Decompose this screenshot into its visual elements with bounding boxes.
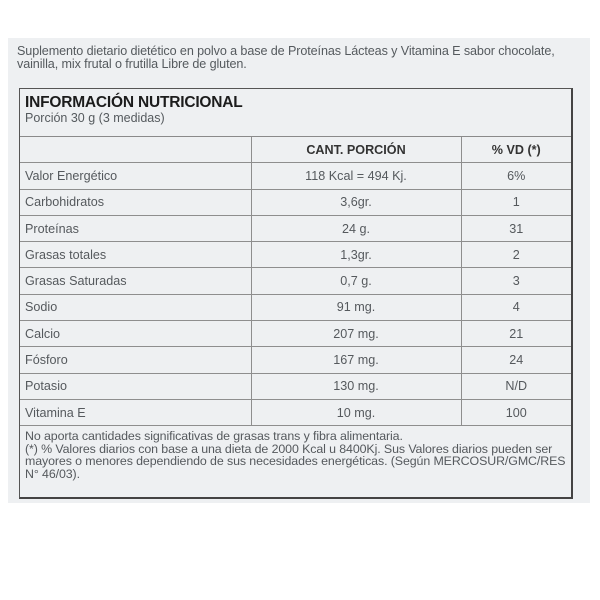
table-row	[20, 189, 571, 215]
nutrition-header	[20, 89, 571, 137]
nutrient-dv: 24	[461, 347, 571, 373]
portion-size: Porción 30 g (3 medidas)	[25, 111, 165, 125]
nutrient-amount: 10 mg.	[251, 399, 461, 425]
nutrient-dv: 31	[461, 215, 571, 241]
product-description: Suplemento dietario dietético en polvo a base de Proteínas Lácteas y Vitamina E sabor chocolate, vainilla, mix frutal o frutilla Libre de gluten.	[17, 44, 555, 71]
footnote-trans-fat: No aporta cantidades significativas de grasas trans y fibra alimentaria.	[25, 429, 403, 444]
nutrient-name: Fósforo	[20, 347, 251, 373]
nutrient-name: Carbohidratos	[20, 189, 251, 215]
nutrient-amount: 118 Kcal = 494 Kj.	[251, 163, 461, 189]
nutrient-table	[20, 137, 571, 426]
nutrient-name: Valor Energético	[20, 163, 251, 189]
table-row	[20, 215, 571, 241]
table-row	[20, 294, 571, 320]
nutrient-dv: 2	[461, 242, 571, 268]
nutrient-dv: 3	[461, 268, 571, 294]
nutrient-dv: 21	[461, 321, 571, 347]
nutrition-facts-table	[19, 88, 573, 499]
table-row	[20, 163, 571, 189]
nutrient-amount: 1,3gr.	[251, 242, 461, 268]
table-row	[20, 373, 571, 399]
table-row	[20, 399, 571, 425]
nutrient-dv: 1	[461, 189, 571, 215]
footnote-daily-values: (*) % Valores diarios con base a una dieta de 2000 Kcal u 8400Kj. Sus Valores diarios pueden ser mayores o menores dependiendo de sus necesidades energéticas. (Según MERCOSUR/GMC/RES N° 46/03).	[25, 441, 566, 481]
nutrient-name: Vitamina E	[20, 399, 251, 425]
nutrient-dv: 4	[461, 294, 571, 320]
header-nutrient	[20, 137, 251, 163]
nutrient-dv: N/D	[461, 373, 571, 399]
table-header-row	[20, 137, 571, 163]
nutrient-dv: 100	[461, 399, 571, 425]
header-daily-value: % VD (*)	[461, 137, 571, 163]
nutrient-name: Calcio	[20, 321, 251, 347]
nutrient-name: Proteínas	[20, 215, 251, 241]
table-row	[20, 268, 571, 294]
nutrient-name: Sodio	[20, 294, 251, 320]
nutrient-name: Potasio	[20, 373, 251, 399]
nutrient-dv: 6%	[461, 163, 571, 189]
table-row	[20, 242, 571, 268]
nutrition-title: INFORMACIÓN NUTRICIONAL	[25, 94, 243, 111]
nutrition-footnote	[20, 426, 571, 480]
header-amount: CANT. PORCIÓN	[251, 137, 461, 163]
nutrient-amount: 91 mg.	[251, 294, 461, 320]
table-row	[20, 347, 571, 373]
nutrient-amount: 24 g.	[251, 215, 461, 241]
nutrient-amount: 3,6gr.	[251, 189, 461, 215]
nutrient-name: Grasas Saturadas	[20, 268, 251, 294]
nutrient-name: Grasas totales	[20, 242, 251, 268]
table-row	[20, 321, 571, 347]
nutrient-amount: 0,7 g.	[251, 268, 461, 294]
nutrient-amount: 130 mg.	[251, 373, 461, 399]
nutrient-amount: 207 mg.	[251, 321, 461, 347]
nutrient-amount: 167 mg.	[251, 347, 461, 373]
